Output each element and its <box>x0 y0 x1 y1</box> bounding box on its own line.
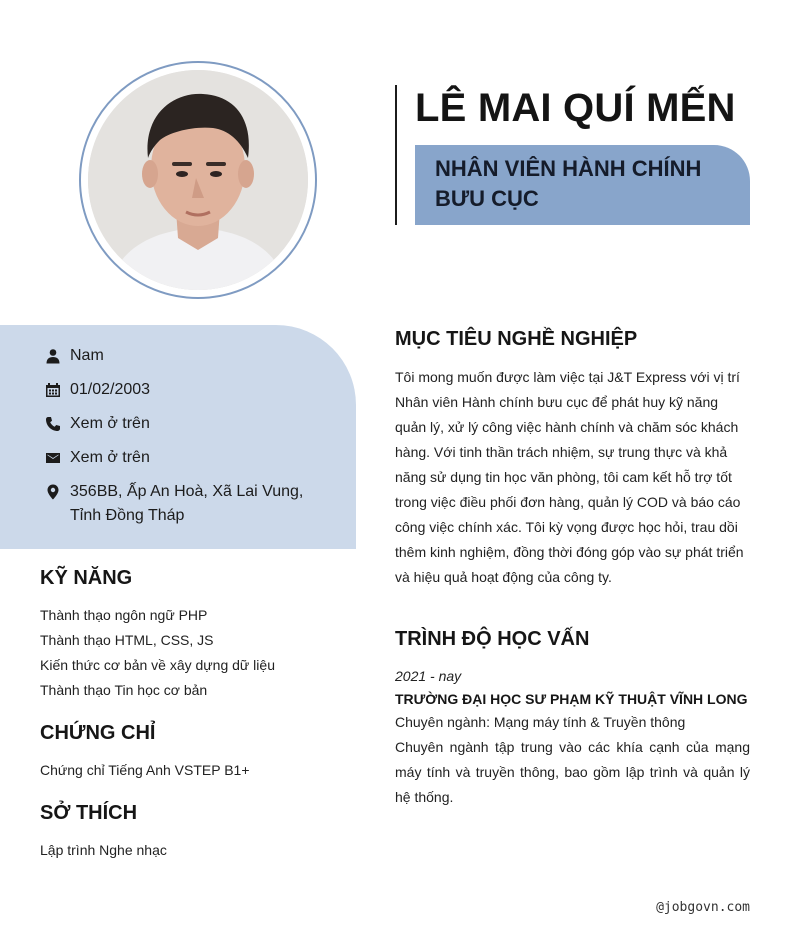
address-line-2: Tỉnh Đồng Tháp <box>70 507 185 524</box>
education-description: Chuyên ngành tập trung vào các khía cạnh của mạng máy tính và truyền thông, bao gồm lập trình và quản lý hệ thống. <box>395 739 750 805</box>
certificate-item: Chứng chỉ Tiếng Anh VSTEP B1+ <box>40 762 250 778</box>
education-heading: TRÌNH ĐỘ HỌC VẤN <box>395 628 590 650</box>
contact-gender <box>44 344 104 368</box>
skills-heading: KỸ NĂNG <box>40 567 133 589</box>
contact-email <box>44 446 150 470</box>
skills-list <box>40 603 275 703</box>
person-icon <box>44 344 62 368</box>
job-title-line-2: BƯU CỤC <box>435 186 539 211</box>
candidate-name: LÊ MAI QUÍ MẾN <box>415 86 736 130</box>
contact-phone <box>44 412 150 436</box>
email-text: Xem ở trên <box>70 449 150 466</box>
calendar-icon <box>44 378 62 402</box>
location-pin-icon <box>44 480 62 504</box>
job-title-box <box>415 145 750 225</box>
skill-item: Thành thạo HTML, CSS, JS <box>40 632 214 648</box>
objective-heading: MỤC TIÊU NGHỀ NGHIỆP <box>395 328 638 350</box>
phone-text: Xem ở trên <box>70 415 150 432</box>
education-major: Chuyên ngành: Mạng máy tính & Truyền thông <box>395 714 686 730</box>
skill-item: Kiến thức cơ bản về xây dựng dữ liệu <box>40 657 275 673</box>
avatar <box>88 70 308 290</box>
header-divider <box>395 85 397 225</box>
objective-text: Tôi mong muốn được làm việc tại J&T Express với vị trí Nhân viên Hành chính bưu cục để phát huy kỹ năng quản lý, xử lý công việc hành chính và chăm sóc khách hàng. Với tinh thần trách nhiệm, sự trung thực và khả năng sử dụng tin học văn phòng, tôi cam kết hỗ trợ tốt trong việc điều phối đơn hàng, quản lý COD và báo cáo công việc chính xác. Tôi kỳ vọng được học hỏi, trau dồi thêm kinh nghiệm, đồng thời đóng góp vào sự phát triển và hiệu quả hoạt động của công ty. <box>395 369 744 585</box>
mail-icon <box>44 446 62 470</box>
education-period: 2021 - nay <box>395 668 462 684</box>
address-line-1: 356BB, Ấp An Hoà, Xã Lai Vung, <box>70 483 304 500</box>
contact-address <box>44 480 303 528</box>
phone-icon <box>44 412 62 436</box>
education-school: TRƯỜNG ĐẠI HỌC SƯ PHẠM KỸ THUẬT VĨNH LONG <box>395 691 748 707</box>
birthday-text: 01/02/2003 <box>70 381 151 398</box>
hobbies-heading: SỞ THÍCH <box>40 802 138 824</box>
hobbies-text: Lập trình Nghe nhạc <box>40 842 167 858</box>
certificates-list <box>40 758 250 783</box>
certificates-heading: CHỨNG CHỈ <box>40 722 156 744</box>
watermark: @jobgovn.com <box>656 900 750 915</box>
skill-item: Thành thạo Tin học cơ bản <box>40 682 208 698</box>
job-title-line-1: NHÂN VIÊN HÀNH CHÍNH <box>435 156 702 181</box>
contact-birthday <box>44 378 150 402</box>
skill-item: Thành thạo ngôn ngữ PHP <box>40 607 208 623</box>
gender-text: Nam <box>70 347 104 364</box>
